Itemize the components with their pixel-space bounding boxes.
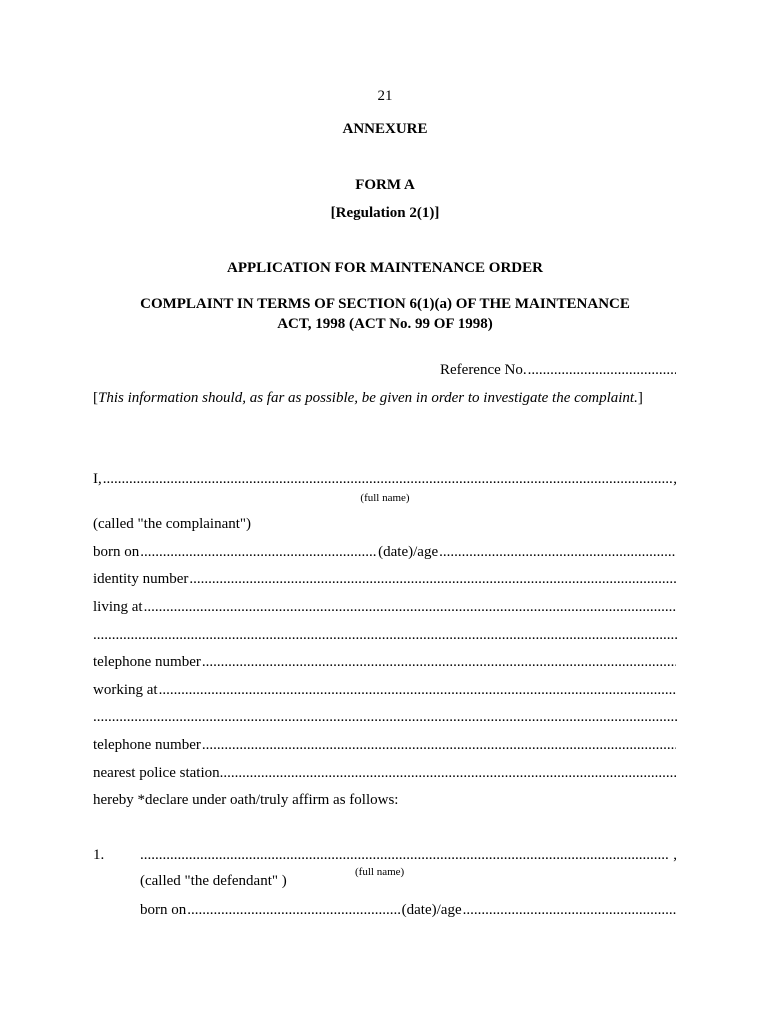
defendant-full-name-caption: (full name) <box>355 866 405 878</box>
defendant-name-field[interactable] <box>140 847 669 864</box>
complainant-name-row: I, ..... , <box>93 471 677 488</box>
work-telephone-label: telephone number <box>93 737 201 753</box>
reference-field[interactable] <box>528 362 676 379</box>
telephone-label: telephone number <box>93 654 201 670</box>
born-on-label: born on <box>93 544 140 560</box>
defendant-date-age-label: (date)/age <box>401 902 462 918</box>
reference-label: Reference No. <box>440 362 527 378</box>
telephone-row <box>93 654 677 671</box>
defendant-born-on-label: born on <box>140 902 187 918</box>
working-at-row <box>93 682 677 699</box>
called-defendant: (called "the defendant" ) <box>140 873 287 889</box>
defendant-age-field[interactable] <box>463 902 676 919</box>
work-telephone-field[interactable] <box>202 737 676 754</box>
living-at-continued-field[interactable] <box>93 627 677 644</box>
i-label: I, <box>93 471 102 487</box>
form-heading: FORM A <box>355 177 415 193</box>
police-station-field[interactable] <box>220 765 676 782</box>
working-at-continued-row <box>93 709 677 726</box>
defendant-name-row: ..... , <box>140 847 677 864</box>
declaration-text: hereby *declare under oath/truly affirm as follows: <box>93 792 399 808</box>
identity-number-field[interactable] <box>189 571 676 588</box>
complaint-heading-line2: ACT, 1998 (ACT No. 99 OF 1998) <box>277 316 493 332</box>
police-station-row <box>93 765 677 782</box>
living-at-field[interactable] <box>144 599 676 616</box>
telephone-field[interactable] <box>202 654 676 671</box>
police-station-label: nearest police station <box>93 765 220 781</box>
born-on-row <box>93 544 677 561</box>
reference-row <box>440 362 677 379</box>
born-on-field[interactable] <box>140 544 377 561</box>
work-telephone-row <box>93 737 677 754</box>
item-number: 1. <box>93 847 105 863</box>
defendant-born-on-row <box>140 902 677 919</box>
complaint-heading-line1: COMPLAINT IN TERMS OF SECTION 6(1)(a) OF THE MAINTENANCE <box>140 296 630 312</box>
living-at-continued-row <box>93 627 677 644</box>
document-title: APPLICATION FOR MAINTENANCE ORDER <box>227 260 543 276</box>
instruction-note: [This information should, as far as possible, be given in order to investigate the complaint.] <box>93 390 643 406</box>
called-complainant: (called "the complainant") <box>93 516 252 532</box>
living-at-row <box>93 599 677 616</box>
living-at-label: living at <box>93 599 143 615</box>
age-field[interactable] <box>439 544 676 561</box>
working-at-label: working at <box>93 682 158 698</box>
defendant-born-on-field[interactable] <box>187 902 400 919</box>
working-at-continued-field[interactable] <box>93 709 677 726</box>
regulation-heading: [Regulation 2(1)] <box>330 205 440 221</box>
annexure-heading: ANNEXURE <box>342 121 428 137</box>
complainant-name-field[interactable] <box>103 471 673 488</box>
page-number: 21 <box>377 88 393 104</box>
working-at-field[interactable] <box>159 682 676 699</box>
identity-number-row <box>93 571 677 588</box>
date-age-label: (date)/age <box>378 544 439 560</box>
identity-number-label: identity number <box>93 571 189 587</box>
full-name-caption: (full name) <box>360 492 410 504</box>
